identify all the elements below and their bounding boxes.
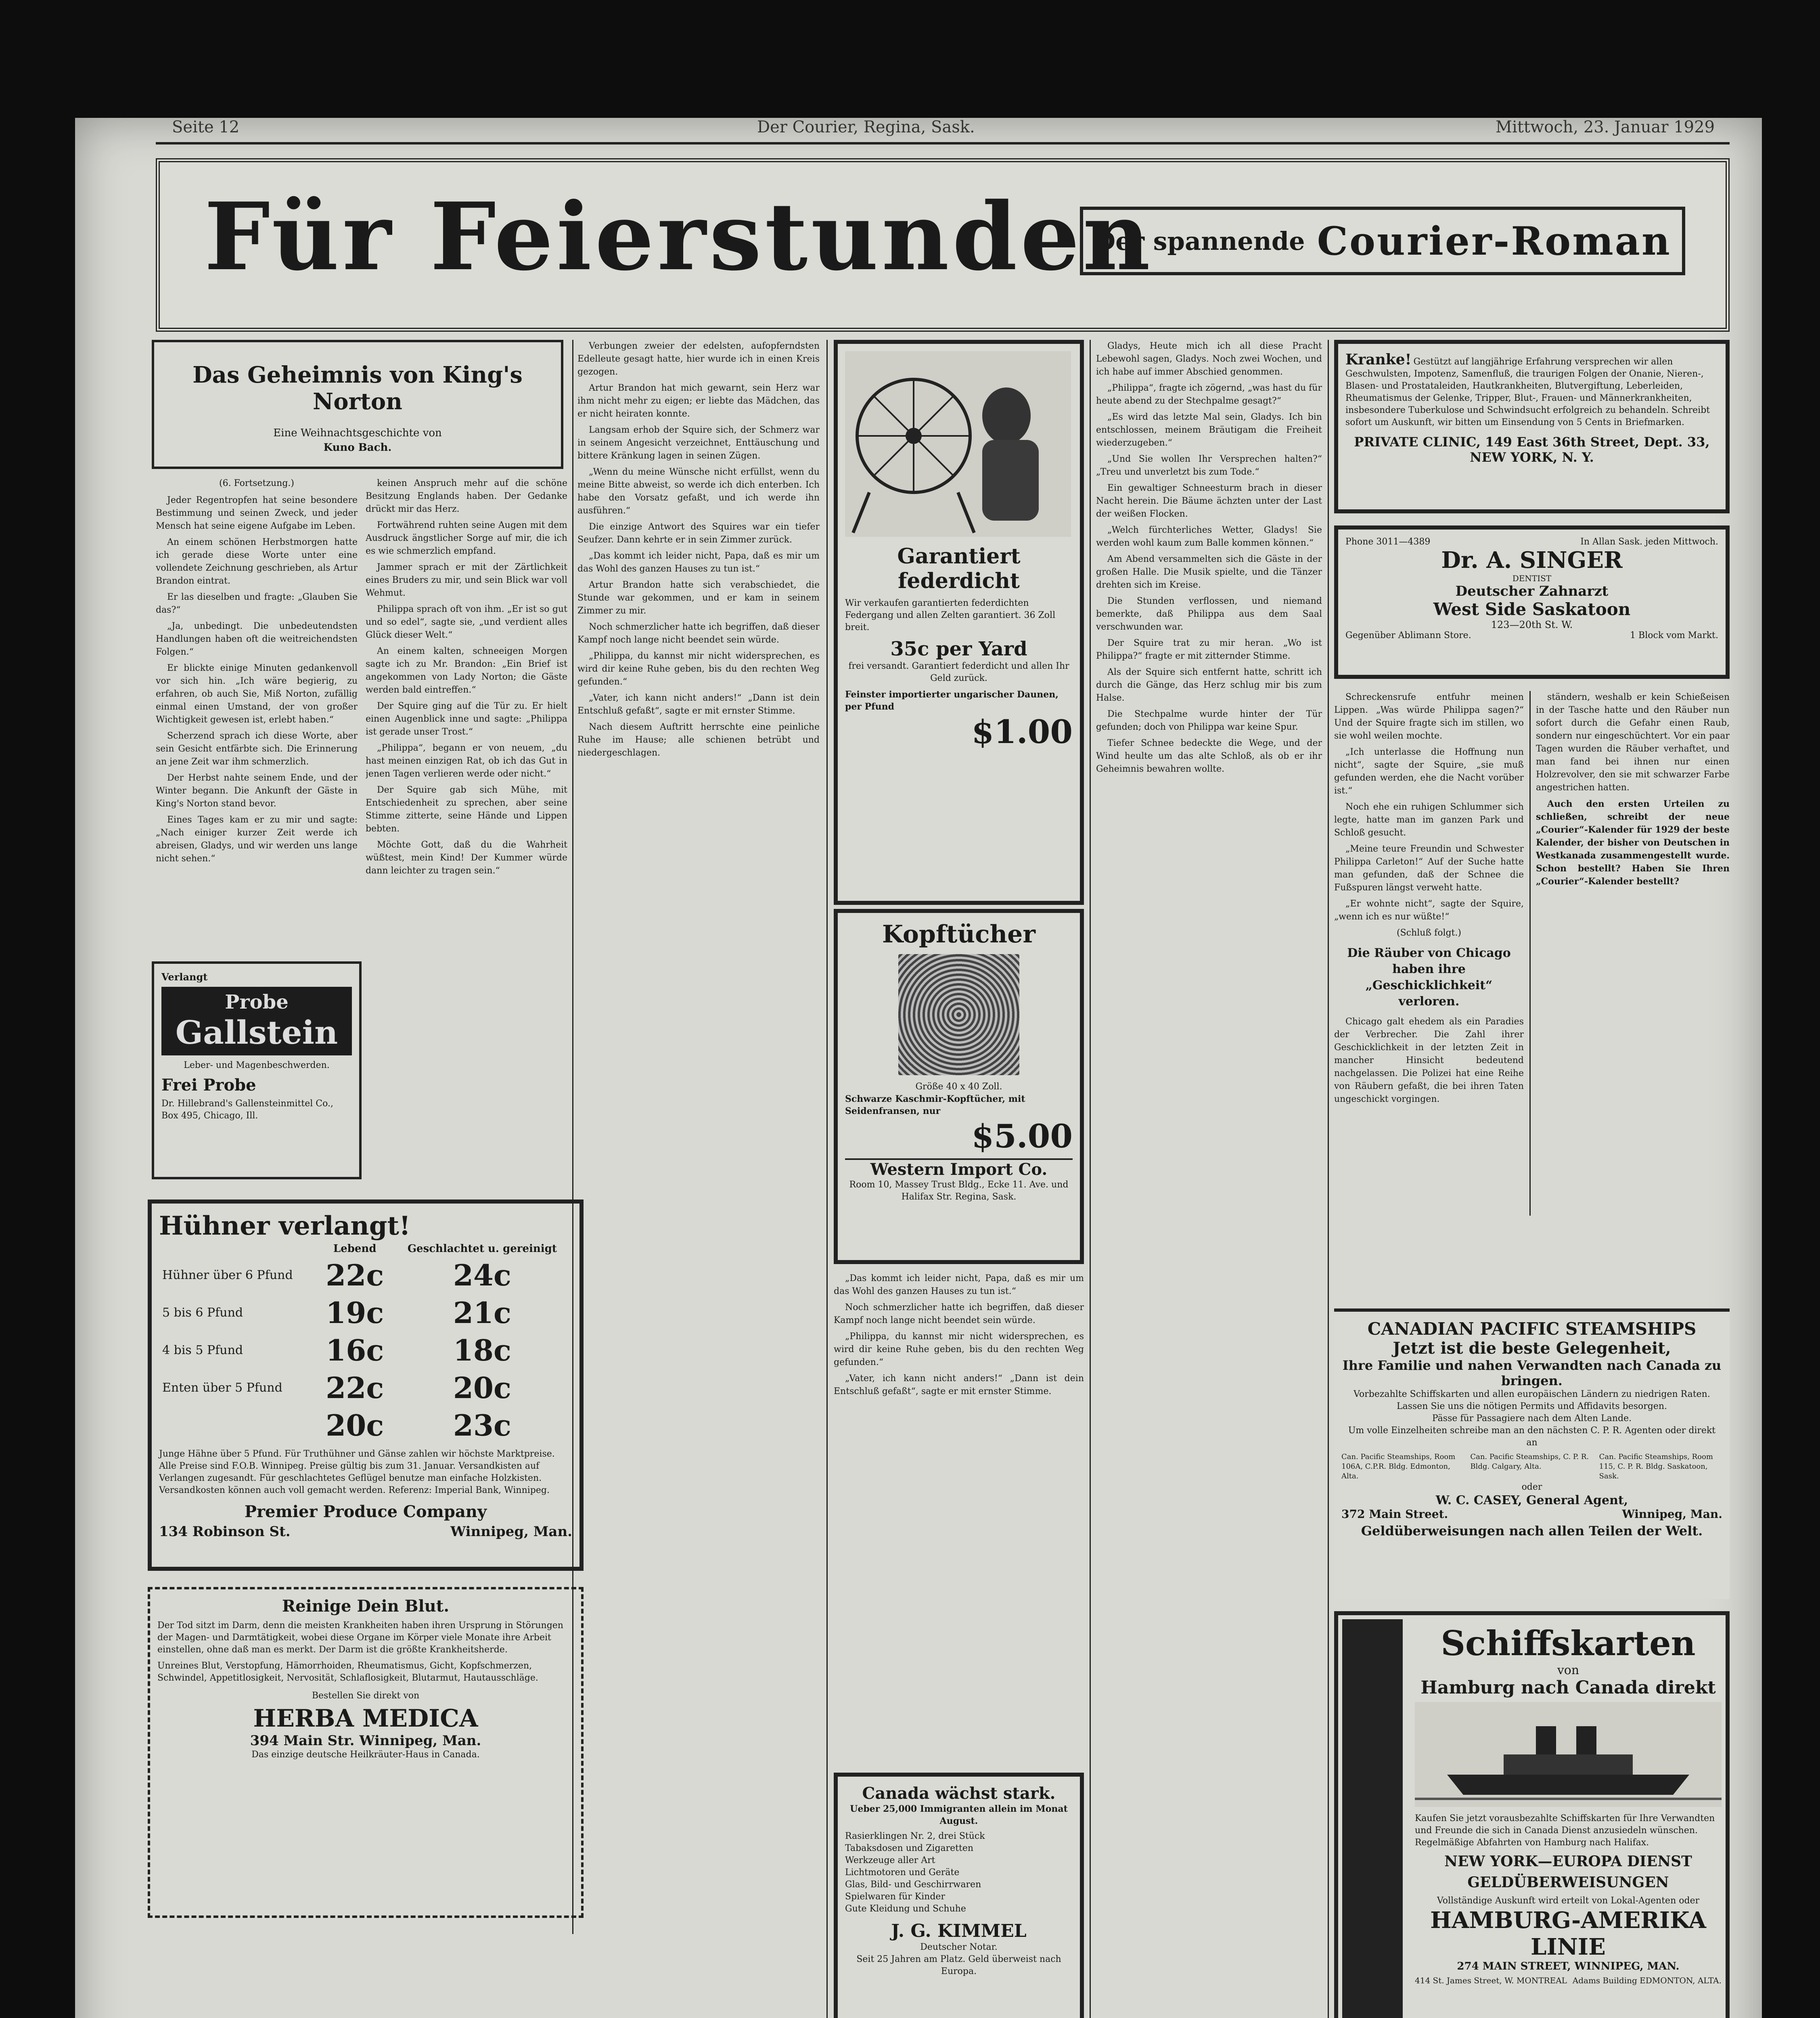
newspaper-page xyxy=(75,118,1762,2018)
hapag-service: NEW YORK—EUROPA DIENST xyxy=(1444,1853,1692,1870)
price-live: 22c xyxy=(326,1371,384,1405)
spinning-wheel-illustration xyxy=(845,351,1071,537)
story-paragraph: „Philippa, du kannst mir nicht widersprechen, es wird dir keine Ruhe geben, bis du den rechten Weg gefunden.“ xyxy=(834,1331,1084,1367)
dentist-right: 1 Block vom Markt. xyxy=(1630,630,1718,641)
cpr-office: Can. Pacific Steamships, C. P. R. Bldg. Calgary, Alta. xyxy=(1470,1453,1589,1471)
feather-price-label: 35c per Yard xyxy=(890,638,1027,660)
canada-lead: Ueber 25,000 Immigranten allein im Monat August. xyxy=(850,1804,1068,1826)
issue-date: Mittwoch, 23. Januar 1929 xyxy=(1496,118,1715,136)
col-dressed: Geschlachtet u. gereinigt xyxy=(407,1243,557,1255)
story-paragraph: Philippa sprach oft von ihm. „Er ist so gut und so edel“, sagte sie, „und verdient alles Glück dieser Welt.“ xyxy=(366,604,567,640)
story-paragraph: „Meine teure Freundin und Schwester Philippa Carleton!“ Auf der Suche hatte man gefunden, daß der Schnee die Fußspuren längst verweht hatte. xyxy=(1334,844,1524,893)
feather-line2: federdicht xyxy=(898,569,1020,593)
story-subtitle: Eine Weihnachtsgeschichte von xyxy=(273,427,442,439)
dentist-title2: Deutscher Zahnarzt xyxy=(1455,583,1609,599)
private-clinic-ad xyxy=(1334,340,1730,513)
canada-item: Spielwaren für Kinder xyxy=(845,1892,945,1902)
feather-price: $1.00 xyxy=(971,713,1073,751)
story-paragraph: „Es wird das letzte Mal sein, Gladys. Ich bin entschlossen, meinem Bräutigam die Freiheit wiederzugeben.“ xyxy=(1096,412,1322,448)
cpr-footer: Geldüberweisungen nach allen Teilen der Welt. xyxy=(1361,1523,1703,1539)
scarves-price: $5.00 xyxy=(971,1117,1073,1155)
serial-label-prefix: Der spannende xyxy=(1094,226,1305,256)
story-paragraph: Verbungen zweier der edelsten, aufopferndsten Edelleute gesagt hatte, hier wurde ich in einen Kreis gezogen. xyxy=(577,341,820,377)
cpr-agent-city: Winnipeg, Man. xyxy=(1622,1507,1722,1521)
story-column-1 xyxy=(156,477,358,953)
price-row-label: 5 bis 6 Pfund xyxy=(162,1306,243,1320)
gallstein-brand: Probe xyxy=(225,991,289,1013)
cpr-line1: Jetzt ist die beste Gelegenheit, xyxy=(1393,1339,1671,1358)
herba-note: Das einzige deutsche Heilkräuter-Haus in Canada. xyxy=(251,1750,480,1760)
canada-item: Werkzeuge aller Art xyxy=(845,1855,935,1865)
story-paragraph: An einem kalten, schneeigen Morgen sagte ich zu Mr. Brandon: „Ein Brief ist angekommen von Lady Norton; die Gäste werden bald eintreffen.“ xyxy=(366,646,567,695)
chickens-company: Premier Produce Company xyxy=(244,1502,487,1521)
scarves-title: Kopftücher xyxy=(882,920,1036,948)
cpr-line4: Lassen Sie uns die nötigen Permits und Affidavits besorgen. xyxy=(1396,1401,1667,1411)
canada-tag: Deutscher Notar. xyxy=(920,1942,998,1952)
story-paragraph: Noch schmerzlicher hatte ich begriffen, daß dieser Kampf noch lange nicht beendet sein würde. xyxy=(834,1302,1084,1325)
story-paragraph: Er las dieselben und fragte: „Glauben Sie das?“ xyxy=(156,592,358,615)
chicago-body: Chicago galt ehedem als ein Paradies der Verbrecher. Die Zahl ihrer Geschicklichkeit in der letzten Zeit in mancher Hinsicht bedeutend nachgelassen. Die Polizei hat eine Reihe von Räubern gefaßt, die bei ihren Taten ungeschickt vorgingen. xyxy=(1334,1017,1524,1104)
price-dressed: 23c xyxy=(453,1408,511,1442)
story-paragraph: Noch schmerzlicher hatte ich begriffen, daß dieser Kampf noch lange nicht beendet sein würde. xyxy=(577,622,820,645)
herba-footer: Bestellen Sie direkt von xyxy=(312,1691,420,1701)
dentist-address: 123—20th St. W. xyxy=(1491,619,1573,630)
header-rule xyxy=(156,142,1730,144)
gallstein-footer: Dr. Hillebrand's Gallensteinmittel Co., Box 495, Chicago, Ill. xyxy=(161,1099,333,1121)
feather-line1: Garantiert xyxy=(897,544,1021,569)
column-rule xyxy=(826,340,828,2018)
chicago-headline: Die Räuber von Chicago haben ihre „Geschicklichkeit“ verloren. xyxy=(1347,946,1511,1009)
story-paragraph: „Er wohnte nicht“, sagte der Squire, „wenn ich es nur wüßte!“ xyxy=(1334,899,1524,922)
column-rule xyxy=(1328,340,1329,2018)
herba-address: 394 Main Str. Winnipeg, Man. xyxy=(250,1733,481,1749)
chickens-price-table xyxy=(159,1241,572,1444)
dentist-ad xyxy=(1334,525,1730,679)
clinic-name: PRIVATE CLINIC, 149 East 36th Street, Dept. 33, xyxy=(1354,434,1710,450)
price-row-label: Hühner über 6 Pfund xyxy=(162,1268,293,1282)
story-paragraph: Schreckensrufe entfuhr meinen Lippen. „Was würde Philippa sagen?“ Und der Squire fragte sich im stillen, wo sie wohl weilen mochte. xyxy=(1334,692,1524,741)
price-row-label: 4 bis 5 Pfund xyxy=(162,1343,243,1357)
gallstein-ad xyxy=(152,961,362,1179)
ship-illustration xyxy=(1415,1702,1722,1807)
price-row xyxy=(159,1369,572,1407)
col-live: Lebend xyxy=(333,1243,377,1255)
scarf-illustration xyxy=(898,954,1019,1075)
price-dressed: 21c xyxy=(453,1296,511,1330)
hapag-body: Kaufen Sie jetzt vorausbezahlte Schiffskarten für Ihre Verwandten und Freunde die sich in Canada Dienst anzusiedeln wünschen. Regelmäßige Abfahrten von Hamburg nach Halifax. xyxy=(1415,1813,1715,1848)
price-dressed: 20c xyxy=(453,1371,511,1405)
story-author: Kuno Bach. xyxy=(323,442,392,454)
hapag-right: Adams Building EDMONTON, ALTA. xyxy=(1572,1976,1722,1985)
story-paragraph: „Philippa“, begann er von neuem, „du hast meinen einzigen Rat, ob ich das Gut in jenen Tagen verlieren werde oder nicht.“ xyxy=(366,743,567,779)
story-title: Das Geheimnis von King's Norton xyxy=(192,362,523,415)
story-paragraph: Am Abend versammelten sich die Gäste in der großen Halle. Die Musik spielte, und die Tänzer drehten sich im Kreise. xyxy=(1096,554,1322,590)
cpr-ad xyxy=(1334,1308,1730,1599)
cpr-agent: W. C. CASEY, General Agent, xyxy=(1435,1493,1628,1507)
gallstein-tagline: Leber- und Magenbeschwerden. xyxy=(184,1060,330,1070)
story-paragraph: „Ja, unbedingt. Die unbedeutendsten Handlungen haben oft die weitreichendsten Folgen.“ xyxy=(156,621,358,657)
cpr-line3: Vorbezahlte Schiffskarten und allen europäischen Ländern zu niedrigen Raten. xyxy=(1353,1389,1710,1399)
story-paragraph: Eines Tages kam er zu mir und sagte: „Nach einiger kurzer Zeit werde ich abreisen, Gladys, und wir werden uns lange nicht sehen.“ xyxy=(156,815,358,864)
scarves-ad xyxy=(834,909,1084,1264)
hapag-sub: von xyxy=(1557,1663,1579,1677)
hapag-title: Schiffskarten xyxy=(1441,1623,1696,1663)
cpr-title: CANADIAN PACIFIC STEAMSHIPS xyxy=(1367,1319,1697,1339)
story-paragraph: An einem schönen Herbstmorgen hatte ich gerade diese Worte unter eine vollendete Zeichnung geschrieben, als Artur Brandon eintrat. xyxy=(156,537,358,586)
story-column-2 xyxy=(366,477,567,1313)
canada-item: Rasierklingen Nr. 2, drei Stück xyxy=(845,1831,985,1841)
story-paragraph: Scherzend sprach ich diese Worte, aber sein Gesicht entfärbte sich. Die Erinnerung an jene Zeit war ihm schmerzlich. xyxy=(156,731,358,767)
story-paragraph: Jammer sprach er mit der Zärtlichkeit eines Bruders zu mir, und sein Blick war voll Wehmut. xyxy=(366,562,567,598)
column-rule xyxy=(1529,691,1531,1216)
story-paragraph: Möchte Gott, daß du die Wahrheit wüßtest, mein Kind! Der Kummer würde dann leichter zu tragen sein.“ xyxy=(366,840,567,876)
story-paragraph: Artur Brandon hat mich gewarnt, sein Herz war ihm nicht mehr zu eigen; er liebte das Mädchen, das er nicht heiraten konnte. xyxy=(577,383,820,419)
story-column-6 xyxy=(1334,691,1524,1296)
chicago-continued: ständern, weshalb er kein Schießeisen in der Tasche hatte und den Räuber nun sofort durch die Gefahr einen Raub, sondern nur eingeschüchtert. Vor ein paar Tagen wurden die Räuber verhaftet, und man fand bei ihnen nur einen Holzrevolver, den sie mit schwarzer Farbe angestrichen hatten. xyxy=(1536,692,1730,793)
price-row-label xyxy=(159,1407,318,1444)
hapag-money: GELDÜBERWEISUNGEN xyxy=(1467,1874,1669,1891)
price-live: 20c xyxy=(326,1408,384,1442)
feather-body: Wir verkaufen garantierten federdichten Federgang und allen Zelten garantiert. 36 Zoll breit. xyxy=(845,598,1056,632)
canada-item: Tabaksdosen und Zigaretten xyxy=(845,1843,974,1853)
news-column-right xyxy=(1536,691,1730,1216)
story-paragraph: Der Squire trat zu mir heran. „Wo ist Philippa?“ fragte er mit zitternder Stimme. xyxy=(1096,638,1322,661)
canada-ad xyxy=(834,1773,1084,2018)
dentist-city: West Side Saskatoon xyxy=(1433,599,1631,619)
story-paragraph: „Das kommt ich leider nicht, Papa, daß es mir um das Wohl des ganzen Hauses zu tun ist.“ xyxy=(834,1273,1084,1296)
to-be-continued: (Schluß folgt.) xyxy=(1397,928,1461,938)
dentist-phone: Phone 3011—4389 xyxy=(1345,537,1431,547)
feather-extra: Feinster importierter ungarischer Daunen, per Pfund xyxy=(845,689,1059,712)
paper-name: Der Courier, Regina, Sask. xyxy=(757,118,975,136)
hapag-ad xyxy=(1334,1611,1730,2018)
chickens-title: Hühner verlangt! xyxy=(159,1211,411,1241)
story-paragraph: Die Stechpalme wurde hinter der Tür gefunden; doch von Philippa war keine Spur. xyxy=(1096,709,1322,732)
price-live: 22c xyxy=(326,1258,384,1292)
serial-label-main: Courier-Roman xyxy=(1317,218,1671,264)
installment-label: (6. Fortsetzung.) xyxy=(219,478,294,488)
story-paragraph: Die Stunden verflossen, und niemand bemerkte, daß Philippa aus dem Saal verschwunden war. xyxy=(1096,596,1322,632)
dentist-left: Gegenüber Ablimann Store. xyxy=(1345,630,1471,641)
price-dressed: 18c xyxy=(453,1333,511,1367)
serial-label-box xyxy=(1080,207,1685,275)
story-paragraph: „Ich unterlasse die Hoffnung nun nicht“, sagte der Squire, „sie muß gefunden werden, ehe die Nacht vorüber ist.“ xyxy=(1334,747,1524,796)
herba-list: Unreines Blut, Verstopfung, Hämorrhoiden, Rheumatismus, Gicht, Kopfschmerzen, Schwindel, Appetitlosigkeit, Nervosität, Schlaflosigkeit, Blutarmut, Hautausschläge. xyxy=(157,1661,538,1683)
cpr-or: oder xyxy=(1521,1482,1542,1492)
price-live: 16c xyxy=(326,1333,384,1367)
canada-company: J. G. KIMMEL xyxy=(891,1921,1027,1941)
scarves-address: Room 10, Massey Trust Bldg., Ecke 11. Ave. und Halifax Str. Regina, Sask. xyxy=(849,1180,1069,1202)
canada-footer: Seit 25 Jahren am Platz. Geld überweist nach Europa. xyxy=(856,1954,1061,1976)
gallstein-price: Frei Probe xyxy=(161,1076,256,1095)
price-row xyxy=(159,1256,572,1294)
story-paragraph: Er blickte einige Minuten gedankenvoll vor sich hin. „Ich wäre begierig, zu erfahren, ob auch Sie, Miß Norton, zufällig einmal einen Umstand, der von großer Wichtigkeit gewesen ist, erlebt haben.“ xyxy=(156,663,358,725)
hapag-left: 414 St. James Street, W. MONTREAL xyxy=(1415,1976,1567,1985)
hapag-note: Vollständige Auskunft wird erteilt von Lokal-Agenten oder xyxy=(1437,1896,1700,1906)
canada-item: Lichtmotoren und Geräte xyxy=(845,1867,960,1878)
story-paragraph: „Vater, ich kann nicht anders!“ „Dann ist dein Entschluß gefaßt“, sagte er mit ernster Stimme. xyxy=(577,693,820,716)
story-paragraph: „Das kommt ich leider nicht, Papa, daß es mir um das Wohl des ganzen Hauses zu tun ist.“ xyxy=(577,551,820,574)
cpr-line2: Ihre Familie und nahen Verwandten nach Canada zu bringen. xyxy=(1342,1358,1722,1388)
cpr-line6: Um volle Einzelheiten schreibe man an den nächsten C. P. R. Agenten oder direkt an xyxy=(1348,1426,1716,1448)
story-paragraph: Der Squire ging auf die Tür zu. Er hielt einen Augenblick inne und sagte: „Philippa ist gerade unser Trost.“ xyxy=(366,701,567,737)
cpr-agent-address: 372 Main Street. xyxy=(1341,1507,1448,1521)
canada-title: Canada wächst stark. xyxy=(862,1784,1056,1803)
price-row xyxy=(159,1294,572,1331)
dentist-title1: DENTIST xyxy=(1512,574,1552,583)
hapag-sidebar xyxy=(1342,1619,1403,2018)
story-paragraph: Jeder Regentropfen hat seine besondere Bestimmung und seinen Zweck, und jeder Mensch hat seine eigene Aufgabe im Leben. xyxy=(156,495,358,531)
story-column-3 xyxy=(577,340,820,1934)
chickens-notes: Junge Hähne über 5 Pfund. Für Truthühner und Gänse zahlen wir höchste Marktpreise. Alle Preise sind F.O.B. Winnipeg. Preise gültig bis zum 31. Januar. Versandkisten auf Verlangen zugesandt. Für geschlachtetes Geflügel benutze man einfache Holzkisten. Versandkosten können auch voll gemacht werden. Referenz: Imperial Bank, Winnipeg. xyxy=(159,1449,555,1495)
story-paragraph: Langsam erhob der Squire sich, der Schmerz war in seinem Angesicht verzeichnet, Enttäuschung und bittere Kränkung lagen in seinen Zügen. xyxy=(577,425,820,461)
story-paragraph: Der Squire gab sich Mühe, mit Entschiedenheit zu sprechen, aber seine Stimme zitterte, seine Hände und Lippen bebten. xyxy=(366,785,567,834)
story-paragraph: „Vater, ich kann nicht anders!“ „Dann ist dein Entschluß gefaßt“, sagte er mit ernster Stimme. xyxy=(834,1373,1084,1396)
section-title: Für Feierstunden xyxy=(204,182,1154,291)
canada-item: Gute Kleidung und Schuhe xyxy=(845,1904,966,1914)
gallstein-name: Gallstein xyxy=(175,1013,338,1051)
feather-ad xyxy=(834,340,1084,905)
cpr-office: Can. Pacific Steamships, Room 115, C. P. R. Bldg. Saskatoon, Sask. xyxy=(1599,1453,1713,1480)
story-paragraph: keinen Anspruch mehr auf die schöne Besitzung Englands haben. Der Gedanke drückt mir das Herz. xyxy=(366,478,567,514)
story-title-box xyxy=(152,340,563,469)
clinic-title: Kranke! xyxy=(1345,351,1412,368)
price-dressed: 24c xyxy=(453,1258,511,1292)
story-paragraph: Als der Squire sich entfernt hatte, schritt ich durch die Gänge, das Herz schlug mir bis zum Halse. xyxy=(1096,667,1322,703)
herba-body: Der Tod sitzt im Darm, denn die meisten Krankheiten haben ihren Ursprung in Störungen der Magen- und Darmtätigkeit, wobei diese Organe im Körper viele Monate ihre Arbeit einstellen, ohne daß man es merkt. Der Darm ist die größte Krankheitsherde. xyxy=(157,1620,563,1655)
feather-note: frei versandt. Garantiert federdicht und allen Ihr Geld zurück. xyxy=(848,661,1069,683)
story-paragraph: Der Herbst nahte seinem Ende, und der Winter begann. Die Ankunft der Gäste in King's Norton stand bevor. xyxy=(156,773,358,809)
story-paragraph: Artur Brandon hatte sich verabschiedet, die Stunde war gekommen, und er kam in seinem Zimmer zu mir. xyxy=(577,580,820,616)
scarves-body: Schwarze Kaschmir-Kopftücher, mit Seidenfransen, nur xyxy=(845,1094,1025,1116)
story-paragraph: „Philippa, du kannst mir nicht widersprechen, es wird dir keine Ruhe geben, bis du den rechten Weg gefunden.“ xyxy=(577,651,820,687)
story-paragraph: Tiefer Schnee bedeckte die Wege, und der Wind heulte um das alte Schloß, als ob er ihr Geheimnis bewahren wollte. xyxy=(1096,738,1322,774)
story-paragraph: Ein gewaltiger Schneesturm brach in dieser Nacht herein. Die Bäume ächzten unter der Last der weißen Flocken. xyxy=(1096,483,1322,519)
cpr-line5: Pässe für Passagiere nach dem Alten Lande. xyxy=(1432,1413,1632,1423)
story-paragraph: „Und Sie wollen Ihr Versprechen halten?“ „Treu und unverletzt bis zum Tode.“ xyxy=(1096,454,1322,477)
herba-title: Reinige Dein Blut. xyxy=(282,1597,450,1616)
hapag-route: Hamburg nach Canada direkt xyxy=(1420,1677,1716,1698)
dentist-note: In Allan Sask. jeden Mittwoch. xyxy=(1580,537,1718,547)
calendar-note: Auch den ersten Urteilen zu schließen, schreibt der neue „Courier“-Kalender für 1929 der beste Kalender, der bisher von Deutschen in Westkanada zusammengestellt wurde. Schon bestellt? Haben Sie Ihren „Courier“-Kalender bestellt? xyxy=(1536,799,1730,887)
price-live: 19c xyxy=(326,1296,384,1330)
dentist-name: Dr. A. SINGER xyxy=(1441,547,1623,574)
story-paragraph: „Wenn du meine Wünsche nicht erfüllst, wenn du meine Bitte abweist, so werde ich dich enterben. Ich habe den Vorsatz gefaßt, und ich werde ihn ausführen.“ xyxy=(577,467,820,516)
herba-medica-ad xyxy=(148,1587,584,1918)
story-paragraph: Gladys, Heute mich ich all diese Pracht Lebewohl sagen, Gladys. Noch zwei Wochen, und ich habe auf immer Abschied genommen. xyxy=(1096,341,1322,377)
scarves-size: Größe 40 x 40 Zoll. xyxy=(915,1082,1002,1092)
price-row-label: Enten über 5 Pfund xyxy=(162,1381,282,1395)
clinic-body: Gestützt auf langjährige Erfahrung versprechen wir allen Geschwulsten, Impotenz, Samenfluß, die traurigen Folgen der Onanie, Nieren-, Blasen- und Prostataleiden, Hautkrankheiten, Blutvergiftung, Leberleiden, Rheumatismus der Gelenke, Tripper, Blut-, Frauen- und Männerkrankheiten, insbesondere Tuberkulose und Schwindsucht erfolgreich zu behandeln. Schreibt sofort um Auskunft, wir bitten um Einsendung von 5 Cents in Briefmarken. xyxy=(1345,357,1710,427)
clinic-city: NEW YORK, N. Y. xyxy=(1470,450,1594,465)
price-row xyxy=(159,1407,572,1444)
price-row xyxy=(159,1331,572,1369)
story-paragraph: Noch ehe ein ruhigen Schlummer sich legte, hatte man im ganzen Park und Schloß gesucht. xyxy=(1334,802,1524,838)
story-paragraph: „Philippa“, fragte ich zögernd, „was hast du für heute abend zu der Stechpalme gesagt?“ xyxy=(1096,383,1322,406)
hapag-address: 274 MAIN STREET, WINNIPEG, MAN. xyxy=(1457,1960,1680,1972)
hapag-name: HAMBURG-AMERIKA LINIE xyxy=(1430,1907,1706,1960)
column-rule xyxy=(1090,340,1091,2018)
chickens-wanted-ad xyxy=(148,1199,584,1571)
chickens-city: Winnipeg, Man. xyxy=(450,1524,572,1540)
page-label: Seite 12 xyxy=(172,118,240,136)
story-paragraph: Fortwährend ruhten seine Augen mit dem Ausdruck ängstlicher Sorge auf mir, die ich es wie schmerzlich empfand. xyxy=(366,520,567,556)
scarves-company: Western Import Co. xyxy=(845,1158,1073,1179)
chickens-address: 134 Robinson St. xyxy=(159,1524,291,1540)
story-paragraph: Die einzige Antwort des Squires war ein tiefer Seufzer. Dann kehrte er in sein Zimmer zurück. xyxy=(577,522,820,545)
column-rule xyxy=(572,340,573,1934)
story-paragraph: Nach diesem Auftritt herrschte eine peinliche Ruhe im Hause; alle schienen betrübt und niedergeschlagen. xyxy=(577,722,820,758)
section-title-banner xyxy=(156,158,1730,332)
cpr-office: Can. Pacific Steamships, Room 106A, C.P.R. Bldg. Edmonton, Alta. xyxy=(1341,1453,1456,1480)
gallstein-label: Verlangt xyxy=(161,971,208,983)
herba-name: HERBA MEDICA xyxy=(253,1704,478,1733)
canada-item: Glas, Bild- und Geschirrwaren xyxy=(845,1880,981,1890)
story-column-5 xyxy=(1096,340,1322,2018)
story-paragraph: „Welch fürchterliches Wetter, Gladys! Sie werden wohl kaum zum Balle kommen können.“ xyxy=(1096,525,1322,548)
